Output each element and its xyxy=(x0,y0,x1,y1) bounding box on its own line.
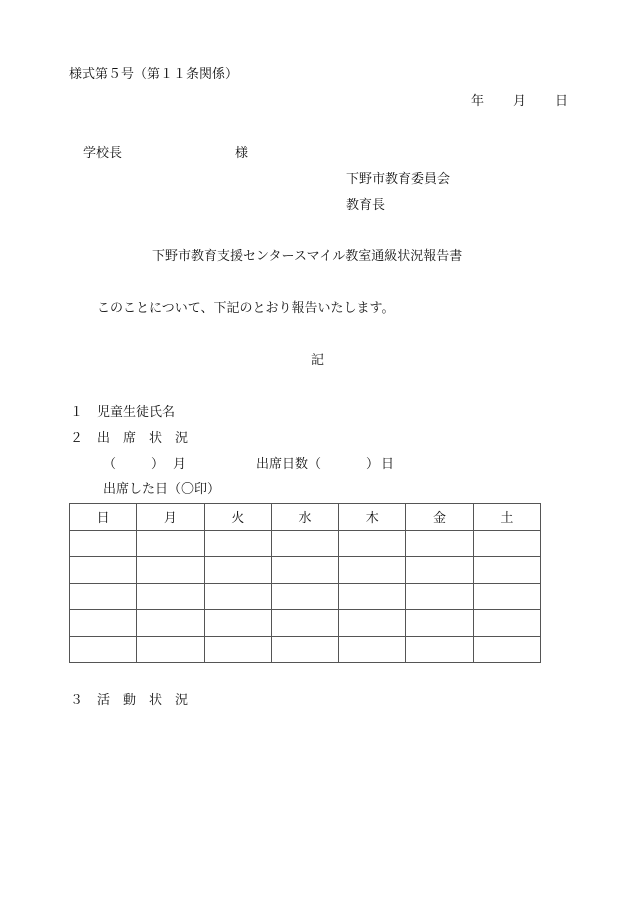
section-2-number: ２ xyxy=(70,431,84,446)
intro-text: このことについて、下記のとおり報告いたします。 xyxy=(97,301,395,316)
table-cell xyxy=(137,610,204,637)
table-cell xyxy=(271,530,338,557)
table-cell xyxy=(137,636,204,663)
marked-days-label: 出席した日（〇印） xyxy=(103,482,221,497)
table-cell xyxy=(406,636,473,663)
section-3-number: ３ xyxy=(70,693,84,708)
table-cell xyxy=(473,530,540,557)
addressee-label: 学校長 xyxy=(83,146,123,161)
month-close-paren: ） xyxy=(151,457,165,472)
section-3-label: 活 動 状 況 xyxy=(97,693,189,708)
attendance-days-close: ） xyxy=(366,457,380,472)
header-fri: 金 xyxy=(406,504,473,531)
table-row xyxy=(70,530,541,557)
header-sun: 日 xyxy=(70,504,137,531)
table-cell xyxy=(339,610,406,637)
header-mon: 月 xyxy=(137,504,204,531)
date-month: 月 xyxy=(513,94,527,109)
addressee-honorific: 様 xyxy=(235,146,249,161)
table-cell xyxy=(70,610,137,637)
header-tue: 火 xyxy=(204,504,271,531)
table-cell xyxy=(339,557,406,584)
table-row xyxy=(70,610,541,637)
table-cell xyxy=(137,530,204,557)
form-number: 様式第５号（第１１条関係） xyxy=(69,67,239,82)
section-2-label: 出 席 状 況 xyxy=(97,431,189,446)
header-wed: 水 xyxy=(271,504,338,531)
table-cell xyxy=(271,610,338,637)
table-cell xyxy=(473,610,540,637)
month-label: 月 xyxy=(173,457,187,472)
month-open-paren: （ xyxy=(103,457,117,472)
table-cell xyxy=(406,583,473,610)
document-title: 下野市教育支援センタースマイル教室通級状況報告書 xyxy=(152,249,463,264)
attendance-table xyxy=(69,503,541,663)
date-year: 年 xyxy=(471,94,485,109)
table-cell xyxy=(473,557,540,584)
sender-title: 教育長 xyxy=(346,198,386,213)
table-cell xyxy=(70,557,137,584)
section-1-label: 児童生徒氏名 xyxy=(97,405,176,420)
table-cell xyxy=(70,583,137,610)
table-cell xyxy=(271,557,338,584)
table-cell xyxy=(204,557,271,584)
table-row xyxy=(70,636,541,663)
table-cell xyxy=(271,636,338,663)
table-cell xyxy=(204,610,271,637)
header-sat: 土 xyxy=(473,504,540,531)
attendance-days-label: 出席日数（ xyxy=(256,457,322,472)
table-cell xyxy=(137,557,204,584)
table-row xyxy=(70,557,541,584)
table-cell xyxy=(473,583,540,610)
section-1-number: １ xyxy=(70,405,84,420)
table-cell xyxy=(204,636,271,663)
table-cell xyxy=(137,583,204,610)
table-header-row xyxy=(70,504,541,531)
attendance-days-unit: 日 xyxy=(381,457,395,472)
table-cell xyxy=(406,610,473,637)
table-cell xyxy=(339,583,406,610)
table-cell xyxy=(204,583,271,610)
table-cell xyxy=(339,530,406,557)
table-cell xyxy=(406,530,473,557)
table-cell xyxy=(406,557,473,584)
date-day: 日 xyxy=(555,94,569,109)
table-cell xyxy=(70,636,137,663)
table-cell xyxy=(70,530,137,557)
table-cell xyxy=(204,530,271,557)
table-cell xyxy=(473,636,540,663)
table-cell xyxy=(339,636,406,663)
ki-label: 記 xyxy=(311,353,325,368)
table-row xyxy=(70,583,541,610)
header-thu: 木 xyxy=(339,504,406,531)
table-cell xyxy=(271,583,338,610)
sender-organization: 下野市教育委員会 xyxy=(346,172,451,187)
